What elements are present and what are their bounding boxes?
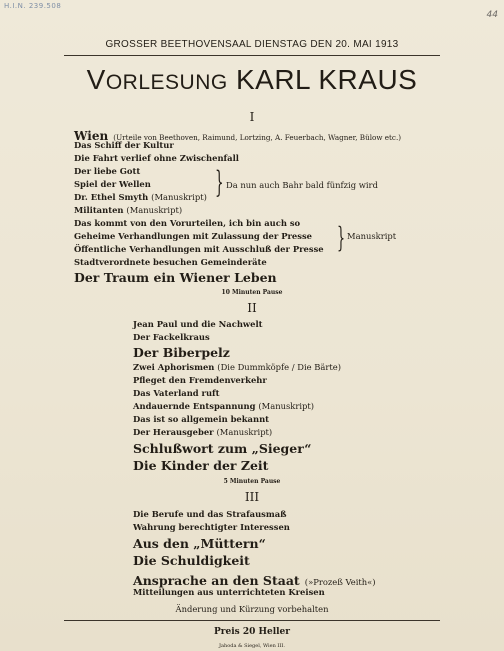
program-item: Öffentliche Verhandlungen mit Ausschluß der Presse (74, 244, 324, 254)
item-wien-note: (Urteile von Beethoven, Raimund, Lortzing, A. Feuerbach, Wagner, Bülow etc.) (113, 133, 402, 142)
part-one-numeral: I (249, 110, 255, 124)
manuskript-note: (Manuskript) (258, 401, 315, 411)
event-header: GROSSER BEETHOVENSAAL DIENSTAG DEN 20. MAI 1913 (105, 39, 399, 50)
program-item: Pfleget den Fremdenverkehr (133, 375, 267, 385)
program-item: Der Biberpelz (133, 345, 230, 360)
manuskript-note: (Manuskript) (126, 205, 183, 215)
program-item: Stadtverordnete besuchen Gemeinderäte (74, 257, 267, 267)
page-title (0, 64, 504, 96)
part-three-numeral: III (244, 490, 260, 504)
manuskript-note: (Manuskript) (151, 192, 207, 202)
item-title: Zwei Aphorismen (133, 362, 215, 372)
program-item: Das Schiff der Kultur (74, 140, 174, 150)
changes-note: Änderung und Kürzung vorbehalten (175, 604, 329, 614)
program-item: Die Schuldigkeit (133, 553, 250, 568)
program-item: Jean Paul und die Nachwelt (133, 319, 263, 329)
program-item (133, 427, 272, 437)
bracket-annotation: Da nun auch Bahr bald fünfzig wird (226, 180, 378, 190)
manuskript-note: (Manuskript) (216, 427, 273, 437)
staat-note: (»Prozeß Veith«) (304, 577, 376, 587)
program-item: Der Fackelkraus (133, 332, 210, 342)
program-item (133, 401, 314, 411)
program-item: Mitteilungen aus unterrichteten Kreisen (133, 587, 325, 597)
bracket-symbol: } (215, 165, 224, 200)
program-item: Schlußwort zum „Sieger“ (133, 441, 312, 456)
program-item-finale: Der Traum ein Wiener Leben (74, 270, 277, 285)
bracket-symbol: } (337, 221, 346, 254)
price-text: Preis 20 Heller (213, 627, 291, 637)
title-word: ORLESUNG (105, 71, 228, 94)
header-rule (64, 55, 440, 56)
program-item: Wahrung berechtigter Interessen (133, 522, 290, 532)
bracket-annotation: Manuskript (347, 231, 397, 241)
program-item: Das ist so allgemein bekannt (133, 414, 270, 424)
part-two-numeral: II (247, 301, 257, 315)
program-item (133, 362, 341, 372)
printer-imprint: Jahoda & Siegel, Wien III. (219, 643, 285, 649)
program-item: Geheime Verhandlungen mit Zulassung der Presse (74, 231, 312, 241)
aphorismen-note: (Die Dummköpfe / Die Bärte) (217, 362, 341, 372)
title-initial: V (86, 64, 106, 95)
item-title: Der Herausgeber (133, 427, 214, 437)
program-item: Die Fahrt verlief ohne Zwischenfall (74, 153, 239, 163)
program-item: Das Vaterland ruft (133, 388, 220, 398)
footer-rule (64, 620, 440, 621)
item-title: Dr. Ethel Smyth (74, 192, 149, 202)
program-item: Aus den „Müttern“ (133, 536, 266, 551)
program-item (74, 192, 207, 202)
item-title: Militanten (74, 205, 124, 215)
item-title: Andauernde Entspannung (133, 401, 256, 411)
intermission-note: 10 Minuten Pause (221, 289, 283, 296)
archive-mark: H.I.N. 239.508 (4, 2, 62, 10)
program-item (74, 205, 182, 215)
item-title: Ansprache an den Staat (133, 573, 300, 588)
program-item: Der liebe Gott (74, 166, 141, 176)
intermission-note: 5 Minuten Pause (223, 478, 281, 485)
page-number: 44 (486, 10, 498, 20)
item-wien-title: Wien (74, 129, 109, 143)
title-name: KARL KRAUS (235, 64, 418, 95)
program-item: Die Berufe und das Strafausmaß (133, 509, 287, 519)
program-item: Spiel der Wellen (74, 179, 151, 189)
program-item: Das kommt von den Vorurteilen, ich bin auch so (74, 218, 301, 228)
program-item: Die Kinder der Zeit (133, 458, 269, 473)
